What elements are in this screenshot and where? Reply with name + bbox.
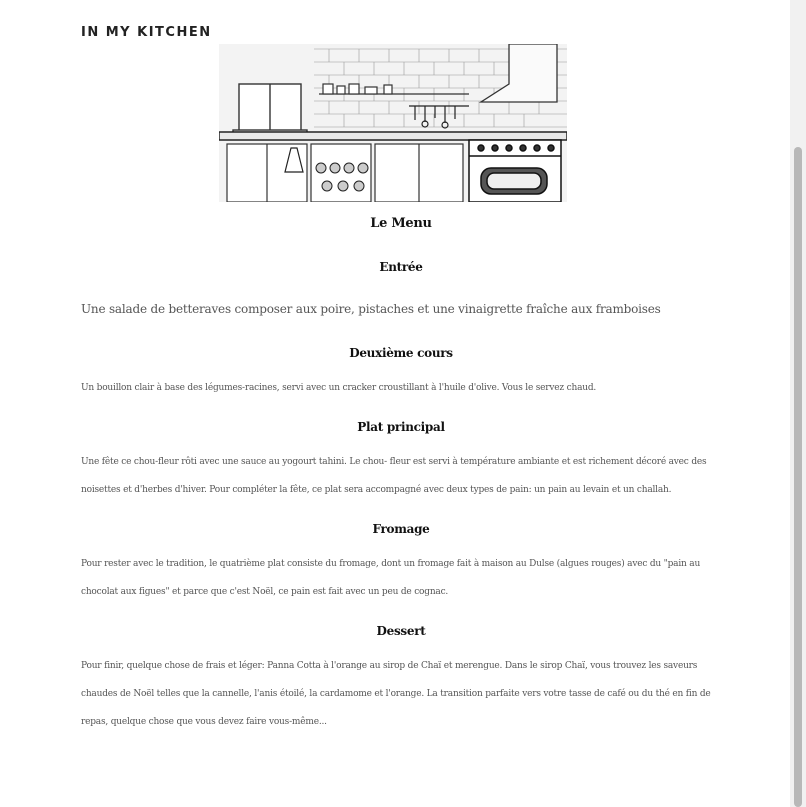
menu-content — [81, 210, 721, 736]
scrollbar-thumb[interactable] — [794, 147, 802, 807]
course-heading-fromage: Fromage — [372, 522, 430, 536]
menu-title: Le Menu — [370, 216, 432, 231]
vertical-scrollbar[interactable] — [790, 0, 806, 807]
course-description-deuxieme-cours: Un bouillon clair à base des légumes-racines, servi avec un cracker croustillant à l'huile d'olive. Vous le servez chaud. — [81, 383, 597, 393]
kitchen-sketch-icon — [219, 44, 567, 202]
course-description-plat-principal: Une fête ce chou-fleur rôti avec une sauce au yogourt tahini. Le chou- fleur est servi à température ambiante et est richement décoré avec des noisettes et d'herbes d'hiver. Pour compléter la fête, ce plat sera accompagné avec deux types de pain: un pain au levain et un challah. — [81, 457, 707, 495]
course-description-dessert: Pour finir, quelque chose de frais et léger: Panna Cotta à l'orange au sirop de Chaï et merengue. Dans le sirop Chaï, vous trouvez les saveurs chaudes de Noël telles que la cannelle, l'anis étoilé, la cardamome et l'orange. La transition parfaite vers votre tasse de café ou du thé en fin de repas, quelque chose que vous devez faire vous-même... — [81, 661, 711, 727]
site-title[interactable]: IN MY KITCHEN — [81, 25, 212, 40]
course-heading-plat-principal: Plat principal — [357, 420, 445, 434]
course-heading-entree: Entrée — [379, 260, 423, 274]
course-description-entree: Une salade de betteraves composer aux poire, pistaches et une vinaigrette fraîche aux framboises — [81, 302, 661, 316]
course-heading-dessert: Dessert — [376, 624, 426, 638]
course-description-fromage: Pour rester avec le tradition, le quatrième plat consiste du fromage, dont un fromage fait à maison au Dulse (algues rouges) avec du "pain au chocolat aux figues" et parce que c'est Noël, ce pain est fait avec un peu de cognac. — [81, 559, 701, 597]
course-heading-deuxieme-cours: Deuxième cours — [349, 346, 453, 360]
kitchen-sketch-image — [219, 44, 567, 202]
